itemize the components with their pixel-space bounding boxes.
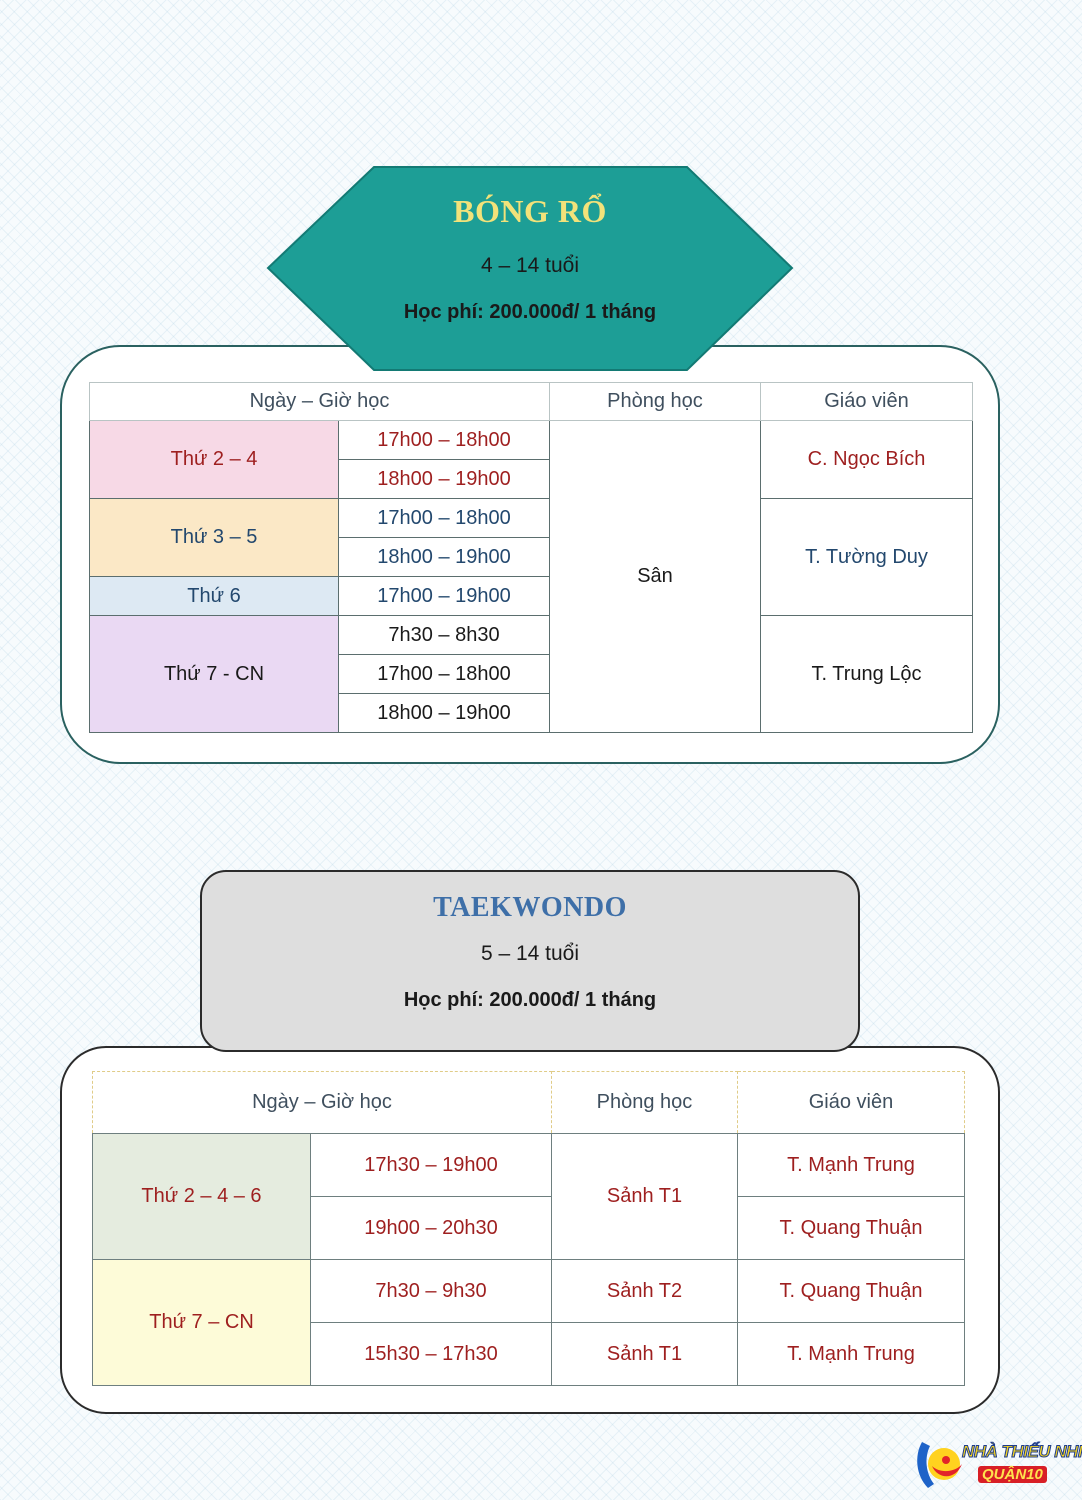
- taekwondo-schedule-table: [92, 1071, 965, 1386]
- table-row: [90, 616, 973, 655]
- day-cell: Thứ 2 – 4 – 6: [93, 1134, 311, 1260]
- time-cell: 15h30 – 17h30: [311, 1323, 552, 1386]
- header-schedule: Ngày – Giờ học: [90, 383, 550, 421]
- taekwondo-title: TAEKWONDO: [433, 892, 627, 923]
- table-row: [90, 421, 973, 460]
- teacher-cell: C. Ngọc Bích: [761, 421, 973, 499]
- taekwondo-fee: Học phí: 200.000đ/ 1 tháng: [403, 989, 657, 1011]
- header-teacher: Giáo viên: [761, 383, 973, 421]
- basketball-title: BÓNG RỔ: [453, 193, 607, 229]
- time-cell: 7h30 – 9h30: [311, 1260, 552, 1323]
- time-cell: 18h00 – 19h00: [339, 694, 550, 733]
- teacher-cell: T. Mạnh Trung: [738, 1323, 965, 1386]
- time-cell: 7h30 – 8h30: [339, 616, 550, 655]
- table-row: [93, 1134, 965, 1197]
- room-cell: Sảnh T2: [552, 1260, 738, 1323]
- time-cell: 17h00 – 18h00: [339, 499, 550, 538]
- basketball-age-range: 4 – 14 tuổi: [480, 254, 580, 277]
- table-header-row: [90, 383, 973, 421]
- day-cell: Thứ 7 – CN: [93, 1260, 311, 1386]
- logo-subtext: QUẬN10: [978, 1466, 1047, 1483]
- header-room: Phòng học: [552, 1072, 738, 1134]
- day-cell: Thứ 7 - CN: [90, 616, 339, 733]
- time-cell: 17h00 – 19h00: [339, 577, 550, 616]
- day-cell: Thứ 3 – 5: [90, 499, 339, 577]
- nha-thieu-nhi-logo: [912, 1436, 1082, 1492]
- taekwondo-header-box: [200, 870, 860, 1052]
- time-cell: 17h00 – 18h00: [339, 421, 550, 460]
- teacher-cell: T. Trung Lộc: [761, 616, 973, 733]
- teacher-cell: T. Quang Thuận: [738, 1197, 965, 1260]
- time-cell: 17h30 – 19h00: [311, 1134, 552, 1197]
- teacher-cell: T. Quang Thuận: [738, 1260, 965, 1323]
- room-cell: Sân: [550, 421, 761, 733]
- room-cell: Sảnh T1: [552, 1323, 738, 1386]
- room-cell: Sảnh T1: [552, 1134, 738, 1260]
- teacher-cell: T. Mạnh Trung: [738, 1134, 965, 1197]
- teacher-cell: T. Tường Duy: [761, 499, 973, 616]
- logo-text: NHÀ THIẾU NHI: [962, 1442, 1082, 1461]
- time-cell: 18h00 – 19h00: [339, 538, 550, 577]
- basketball-schedule-table: [89, 382, 973, 733]
- header-room: Phòng học: [550, 383, 761, 421]
- header-teacher: Giáo viên: [738, 1072, 965, 1134]
- time-cell: 18h00 – 19h00: [339, 460, 550, 499]
- logo-emblem-icon: [912, 1436, 968, 1492]
- time-cell: 17h00 – 18h00: [339, 655, 550, 694]
- day-cell: Thứ 6: [90, 577, 339, 616]
- basketball-fee: Học phí: 200.000đ/ 1 tháng: [403, 301, 657, 323]
- table-header-row: [93, 1072, 965, 1134]
- day-cell: Thứ 2 – 4: [90, 421, 339, 499]
- table-row: [90, 499, 973, 538]
- header-schedule: Ngày – Giờ học: [93, 1072, 552, 1134]
- time-cell: 19h00 – 20h30: [311, 1197, 552, 1260]
- table-row: [93, 1260, 965, 1323]
- taekwondo-age-range: 5 – 14 tuổi: [480, 942, 580, 965]
